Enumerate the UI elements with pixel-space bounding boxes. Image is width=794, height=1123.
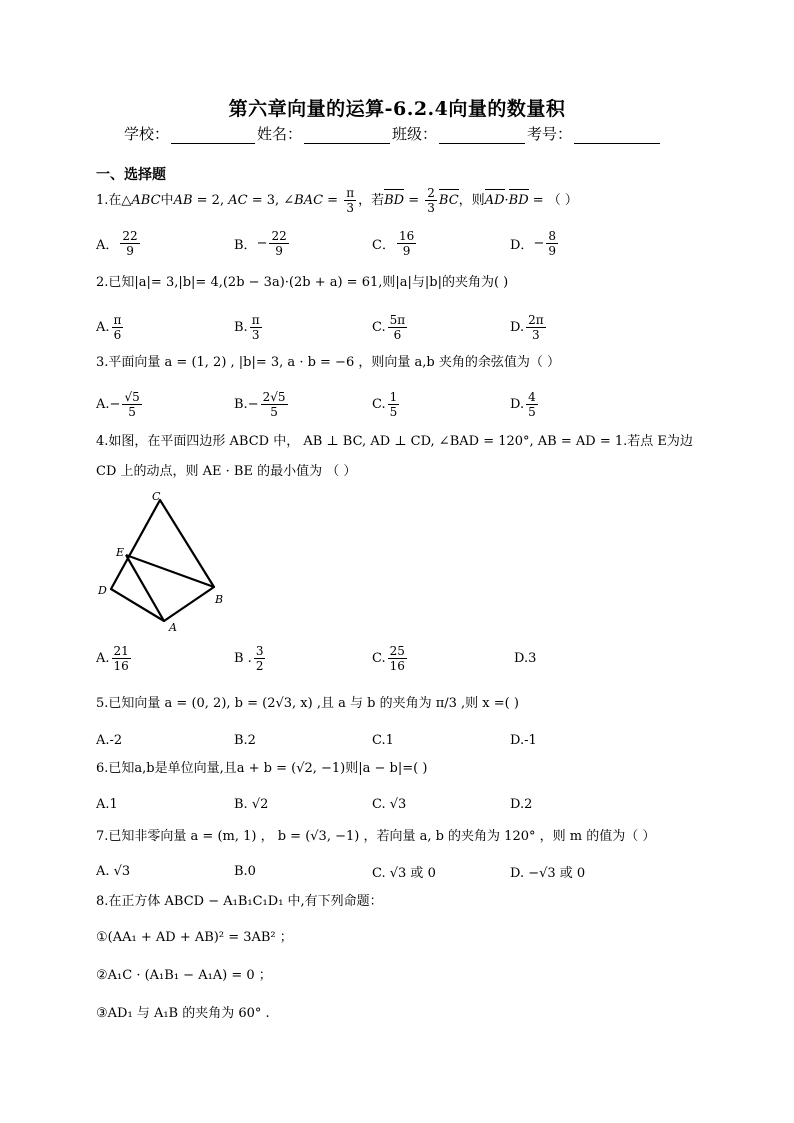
option-a[interactable]: A. √3 bbox=[96, 863, 131, 879]
name-field[interactable] bbox=[304, 129, 390, 144]
question-4-options bbox=[96, 640, 696, 676]
label-e: E bbox=[116, 546, 125, 559]
quadrilateral-abcd bbox=[111, 500, 214, 621]
option-a[interactable]: A． $\frac{22}{9}$ bbox=[96, 228, 138, 258]
section-heading: 一、选择题 bbox=[96, 167, 166, 183]
option-d[interactable]: D． − $\frac{8}{9}$ bbox=[510, 228, 556, 258]
label-a: A bbox=[169, 621, 177, 634]
option-c[interactable]: C. √3 bbox=[372, 796, 407, 812]
option-c[interactable]: C. $\frac{5\pi}{6}$ bbox=[372, 312, 406, 342]
label-b: B bbox=[215, 593, 224, 606]
option-b[interactable]: B． − $\frac{22}{9}$ bbox=[234, 228, 287, 258]
question-1: 1.在△ABC中AB = 2, AC = 3, ∠BAC = $\frac{\pi}{3}$ ，若BD = $\frac{2}{3}$ BC，则AD·BD = （ ） bbox=[96, 186, 578, 215]
question-3: 3.平面向量 a = (1, 2) , |b|= 3, a · b = −6 ，则向量 a,b 夹角的余弦值为（ ） bbox=[96, 355, 560, 370]
school-field[interactable] bbox=[171, 129, 255, 144]
option-d[interactable]: D.2 bbox=[510, 796, 533, 812]
option-a[interactable]: A.-2 bbox=[96, 732, 123, 748]
option-d[interactable]: D.-1 bbox=[510, 732, 537, 748]
segment-eb bbox=[126, 555, 214, 587]
question-2: 2.已知|a|= 3,|b|= 4,(2b − 3a)·(2b + a) = 61,则|a|与|b|的夹角为( ) bbox=[96, 275, 509, 290]
option-c[interactable]: C. √3 或 0 bbox=[372, 865, 436, 881]
label-c: C bbox=[152, 490, 161, 503]
question-2-options bbox=[96, 309, 696, 345]
option-a[interactable]: A. $\frac{\pi}{6}$ bbox=[96, 312, 122, 342]
class-label: 班级： bbox=[392, 125, 438, 143]
option-d[interactable]: D.3 bbox=[514, 650, 537, 666]
option-b[interactable]: B. − $\frac{2√5}{5}$ bbox=[234, 389, 286, 419]
question-4-line-1: 4.如图，在平面四边形 ABCD 中， AB ⊥ BC, AD ⊥ CD, ∠BAD = 120°, AB = AD = 1.若点 E为边 bbox=[96, 434, 693, 449]
option-d[interactable]: D. $\frac{2\pi}{3}$ bbox=[510, 312, 544, 342]
segment-ea bbox=[126, 555, 164, 621]
question-6-options bbox=[96, 786, 696, 822]
name-label: 姓名： bbox=[257, 125, 303, 143]
proposition-3: ③AD₁ 与 A₁B 的夹角为 60° . bbox=[96, 1006, 270, 1021]
number-label: 考号： bbox=[527, 125, 573, 143]
option-c[interactable]: C． $\frac{16}{9}$ bbox=[372, 228, 415, 258]
class-field[interactable] bbox=[439, 129, 525, 144]
question-6: 6.已知a,b是单位向量,且a + b = (√2, −1)则|a − b|=( ) bbox=[96, 761, 428, 776]
question-8: 8.在正方体 ABCD − A₁B₁C₁D₁ 中,有下列命题： bbox=[96, 894, 383, 909]
page-title: 第六章向量的运算-6.2.4向量的数量积 bbox=[228, 98, 566, 120]
option-a[interactable]: A.1 bbox=[96, 796, 118, 812]
option-a[interactable]: A. $\frac{21}{16}$ bbox=[96, 643, 129, 673]
option-c[interactable]: C. $\frac{1}{5}$ bbox=[372, 389, 398, 419]
question-7-options bbox=[96, 853, 696, 889]
option-b[interactable]: B. $\frac{\pi}{3}$ bbox=[234, 312, 260, 342]
option-b[interactable]: B. √2 bbox=[234, 796, 269, 812]
option-c[interactable]: C.1 bbox=[372, 732, 394, 748]
label-d: D bbox=[98, 584, 107, 597]
option-b[interactable]: B.0 bbox=[234, 863, 256, 879]
option-b[interactable]: B . $\frac{3}{2}$ bbox=[234, 643, 264, 673]
quadrilateral-figure bbox=[96, 490, 236, 635]
question-7: 7.已知非零向量 a = (m, 1) ， b = (√3, −1) ，若向量 a, b 的夹角为 120° ，则 m 的值为（ ） bbox=[96, 829, 656, 844]
question-1-options bbox=[96, 225, 696, 261]
option-d[interactable]: D. −√3 或 0 bbox=[510, 865, 586, 881]
question-5-options bbox=[96, 722, 696, 758]
option-b[interactable]: B.2 bbox=[234, 732, 256, 748]
question-5: 5.已知向量 a = (0, 2), b = (2√3, x) ,且 a 与 b 的夹角为 π/3 ,则 x =( ) bbox=[96, 696, 519, 711]
proposition-1: ①(AA₁ + AD + AB)² = 3AB² ； bbox=[96, 930, 293, 945]
school-label: 学校： bbox=[124, 125, 170, 143]
question-4-line-2: CD 上的动点，则 AE · BE 的最小值为 （ ） bbox=[96, 464, 357, 479]
question-3-options bbox=[96, 386, 696, 422]
option-a[interactable]: A. − $\frac{√5}{5}$ bbox=[96, 389, 140, 419]
option-c[interactable]: C. $\frac{25}{16}$ bbox=[372, 643, 405, 673]
student-info-line bbox=[124, 123, 662, 144]
option-d[interactable]: D. $\frac{4}{5}$ bbox=[510, 389, 536, 419]
fraction: $\frac{\pi}{3}$ bbox=[346, 186, 355, 215]
number-field[interactable] bbox=[574, 129, 660, 144]
proposition-2: ②A₁C · (A₁B₁ − A₁A) = 0 ； bbox=[96, 968, 272, 983]
